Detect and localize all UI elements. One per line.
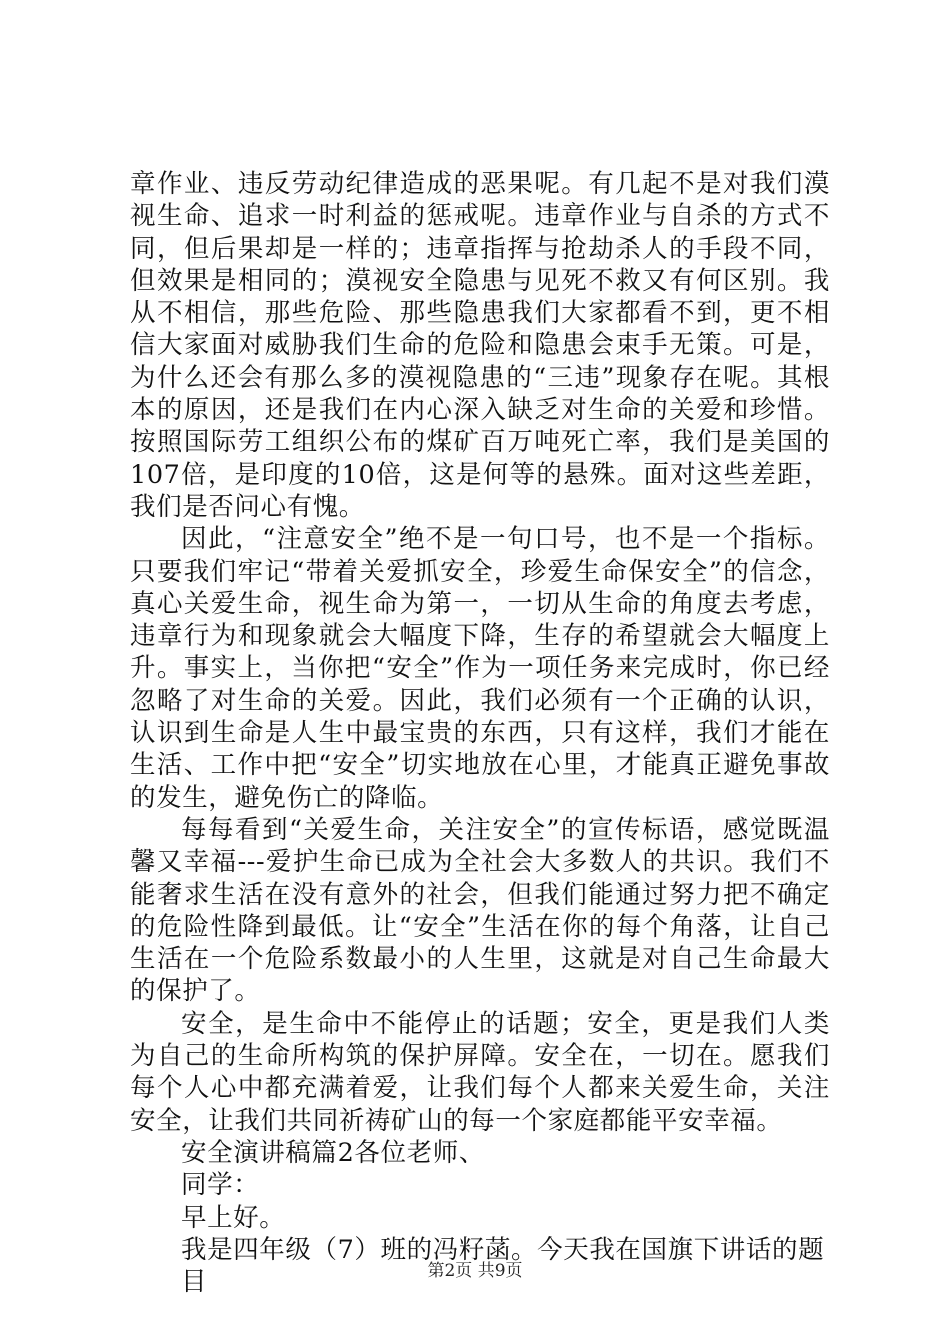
paragraph-safety-topic: 安全，是生命中不能停止的话题；安全，更是我们人类为自己的生命所构筑的保护屏障。安全在，一切在。愿我们每个人心中都充满着爱，让我们每个人都来关爱生命，关注安全，让我们共同祈祷矿山的每一个家庭都能平安幸福。 xyxy=(130,1008,830,1136)
page-number-footer: 第2页 共9页 xyxy=(427,1261,523,1281)
speech-greeting-students: 同学： xyxy=(181,1170,260,1201)
paragraph-continuation: 章作业、违反劳动纪律造成的恶果呢。有几起不是对我们漠视生命、追求一时利益的惩戒呢。违章作业与自杀的方式不同，但后果却是一样的；违章指挥与抢劫杀人的手段不同，但效果是相同的；漠视安全隐患与见死不救又有何区别。我从不相信，那些危险、那些隐患我们大家都看不到，更不相信大家面对威胁我们生命的危险和隐患会束手无策。可是，为什么还会有那么多的漠视隐患的“三违”现象存在呢。其根本的原因，还是我们在内心深入缺乏对生命的关爱和珍惜。按照国际劳工组织公布的煤矿百万吨死亡率，我们是美国的107倍，是印度的10倍，这是何等的悬殊。面对这些差距，我们是否问心有愧。 xyxy=(130,169,830,522)
speech-heading: 安全演讲稿篇2各位老师、 xyxy=(181,1137,485,1168)
paragraph-attention-safety: 因此，“注意安全”绝不是一句口号，也不是一个指标。只要我们牢记“带着关爱抓安全，珍爱生命保安全”的信念，真心关爱生命，视生命为第一，一切从生命的角度去考虑，违章行为和现象就会大幅度下降，生存的希望就会大幅度上升。事实上，当你把“安全”作为一项任务来完成时，你已经忽略了对生命的关爱。因此，我们必须有一个正确的认识，认识到生命是人生中最宝贵的东西，只有这样，我们才能在生活、工作中把“安全”切实地放在心里，才能真正避免事故的发生，避免伤亡的降临。 xyxy=(130,524,830,813)
paragraph-slogan: 每每看到“关爱生命，关注安全”的宣传标语，感觉既温馨又幸福---爱护生命已成为全社会大多数人的共识。我们不能奢求生活在没有意外的社会，但我们能通过努力把不确定的危险性降到最低。让“安全”生活在你的每个角落，让自己生活在一个危险系数最小的人生里，这就是对自己生命最大的保护了。 xyxy=(130,814,830,1007)
speech-good-morning: 早上好。 xyxy=(181,1202,286,1233)
document-body xyxy=(130,168,830,1298)
speech-introduction: 我是四年级（7）班的冯籽菡。今天我在国旗下讲话的题目 xyxy=(181,1234,825,1298)
